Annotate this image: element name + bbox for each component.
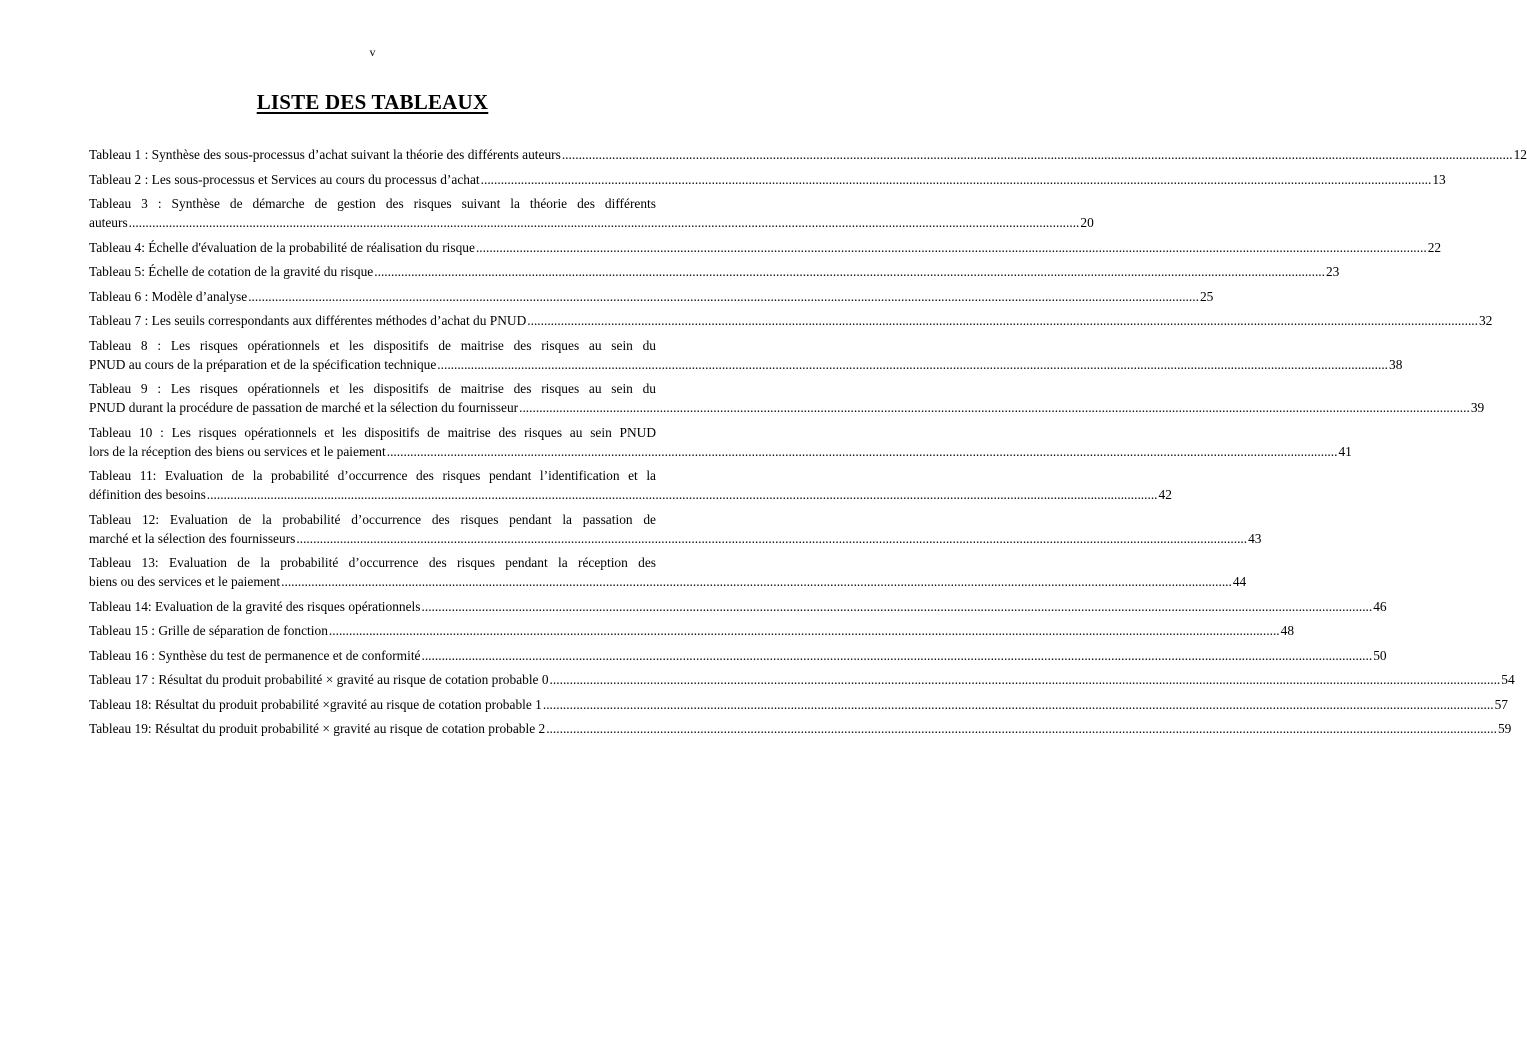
toc-entry-title: Tableau 15 : Grille de séparation de fonction [89,623,328,638]
toc-entry-title: PNUD durant la procédure de passation de marché et la sélection du fournisseur [89,400,519,415]
toc-entry-page: 38 [1389,356,1403,372]
toc-entry-last-line [89,398,1485,417]
toc-entry-last-line [89,311,1493,330]
toc-entry-last-line [89,262,1340,281]
toc-entry-page: 54 [1501,672,1515,687]
toc-entry[interactable] [89,194,1094,232]
toc-entry-first-line: Tableau 11: Evaluation de la probabilité d’occurrence des risques pendant l’identification et la [89,468,656,483]
dot-leader [519,398,1470,417]
dot-leader [562,145,1513,164]
toc-entry[interactable] [89,379,1485,417]
toc-entry-page: 46 [1373,598,1387,614]
toc-entry-title: Tableau 5: Échelle de cotation de la gravité du risque [89,264,374,279]
toc-entry-title: Tableau 18: Résultat du produit probabilité ×gravité au risque de cotation probable 1 [89,696,542,712]
toc-entry-page: 23 [1325,264,1340,279]
toc-entry-last-line [89,442,1352,461]
toc-entry[interactable] [89,287,1214,306]
toc-entry-last-line [89,597,1387,616]
dot-leader [281,572,1232,591]
toc-entry-page: 20 [1080,215,1094,230]
toc-entry-page: 12 [1513,147,1527,162]
dot-leader [543,695,1494,714]
toc-entry-title: Tableau 6 : Modèle d’analyse [89,288,248,304]
dot-leader [527,311,1478,330]
toc-entry-page: 32 [1478,313,1493,328]
toc-entry-title: auteurs [89,215,128,230]
toc-entry-title: Tableau 14: Evaluation de la gravité des risques opérationnels [89,598,421,614]
page-title: LISTE DES TABLEAUX [256,90,489,114]
toc-entry-first-line: Tableau 8 : Les risques opérationnels et les dispositifs de maitrise des risques au sein du [89,337,656,353]
toc-entry-last-line [89,670,1515,689]
table-list [89,145,1527,744]
toc-entry-first-line: Tableau 13: Evaluation de la probabilité d’occurrence des risques pendant la réception des [89,555,656,570]
toc-entry-page: 44 [1232,574,1247,589]
toc-entry-page: 59 [1497,721,1512,736]
toc-entry-page: 13 [1432,171,1446,187]
toc-entry[interactable] [89,670,1515,689]
toc-entry-first-line: Tableau 12: Evaluation de la probabilité d’occurrence des risques pendant la passation de [89,511,656,527]
toc-entry-page: 43 [1248,530,1262,546]
toc-entry-page: 22 [1427,239,1442,255]
toc-entry-first-line: Tableau 3 : Synthèse de démarche de gestion des risques suivant la théorie des différents [89,196,656,211]
toc-entry[interactable] [89,311,1493,330]
toc-entry-last-line [89,145,1527,164]
toc-entry-last-line [89,485,1172,504]
toc-entry-last-line [89,695,1508,714]
toc-entry-title: Tableau 4: Échelle d'évaluation de la probabilité de réalisation du risque [89,239,475,255]
toc-entry-last-line [89,213,1094,232]
toc-entry-last-line [89,621,1295,640]
toc-entry-page: 57 [1494,696,1508,712]
toc-entry[interactable] [89,145,1527,164]
dot-leader [387,442,1338,461]
toc-entry[interactable] [89,621,1295,640]
dot-leader [329,621,1280,640]
toc-entry-last-line [89,719,1512,738]
toc-entry[interactable] [89,423,1352,461]
toc-entry-title: Tableau 2 : Les sous-processus et Services au cours du processus d’achat [89,171,480,187]
toc-entry-title: Tableau 16 : Synthèse du test de permanence et de conformité [89,647,421,663]
dot-leader [421,646,1372,665]
toc-entry-title: définition des besoins [89,487,206,502]
toc-entry-last-line [89,355,1403,374]
toc-entry[interactable] [89,238,1442,257]
toc-entry-page: 25 [1199,288,1214,304]
toc-entry-last-line [89,529,1262,548]
toc-entry-last-line [89,287,1214,306]
dot-leader [481,170,1432,189]
toc-entry[interactable] [89,695,1508,714]
toc-entry-last-line [89,572,1247,591]
toc-entry[interactable] [89,510,1262,548]
page-number: v [369,45,376,59]
dot-leader [248,287,1199,306]
toc-entry-title: lors de la réception des biens ou services et le paiement [89,443,386,459]
toc-entry-page: 39 [1470,400,1485,415]
dot-leader [546,719,1497,738]
toc-entry-page: 48 [1280,623,1295,638]
toc-entry[interactable] [89,262,1340,281]
dot-leader [437,355,1388,374]
toc-entry[interactable] [89,597,1387,616]
toc-entry-title: marché et la sélection des fournisseurs [89,530,296,546]
toc-entry[interactable] [89,646,1387,665]
toc-entry-title: biens ou des services et le paiement [89,574,281,589]
toc-entry-title: Tableau 17 : Résultat du produit probabilité × gravité au risque de cotation probable 0 [89,672,549,687]
toc-entry[interactable] [89,719,1512,738]
toc-entry-title: Tableau 19: Résultat du produit probabilité × gravité au risque de cotation probable 2 [89,721,546,736]
toc-entry[interactable] [89,553,1247,591]
dot-leader [422,597,1373,616]
toc-entry-title: Tableau 7 : Les seuils correspondants aux différentes méthodes d’achat du PNUD [89,313,527,328]
toc-entry-page: 50 [1373,647,1387,663]
toc-entry-page: 42 [1158,487,1172,502]
dot-leader [550,670,1501,689]
toc-entry-first-line: Tableau 9 : Les risques opérationnels et les dispositifs de maitrise des risques au sein du [89,381,656,396]
dot-leader [207,485,1158,504]
toc-entry-last-line [89,170,1446,189]
dot-leader [374,262,1325,281]
toc-entry-last-line [89,646,1387,665]
toc-entry-first-line: Tableau 10 : Les risques opérationnels et les dispositifs de maitrise des risques au sein PNUD [89,424,656,440]
toc-entry-last-line [89,238,1442,257]
dot-leader [296,529,1247,548]
toc-entry[interactable] [89,466,1172,504]
toc-entry-page: 41 [1338,443,1352,459]
toc-entry[interactable] [89,170,1446,189]
toc-entry-title: Tableau 1 : Synthèse des sous-processus d’achat suivant la théorie des différents auteurs [89,147,561,162]
dot-leader [129,213,1080,232]
dot-leader [476,238,1427,257]
toc-entry-title: PNUD au cours de la préparation et de la spécification technique [89,356,437,372]
toc-entry[interactable] [89,336,1403,374]
